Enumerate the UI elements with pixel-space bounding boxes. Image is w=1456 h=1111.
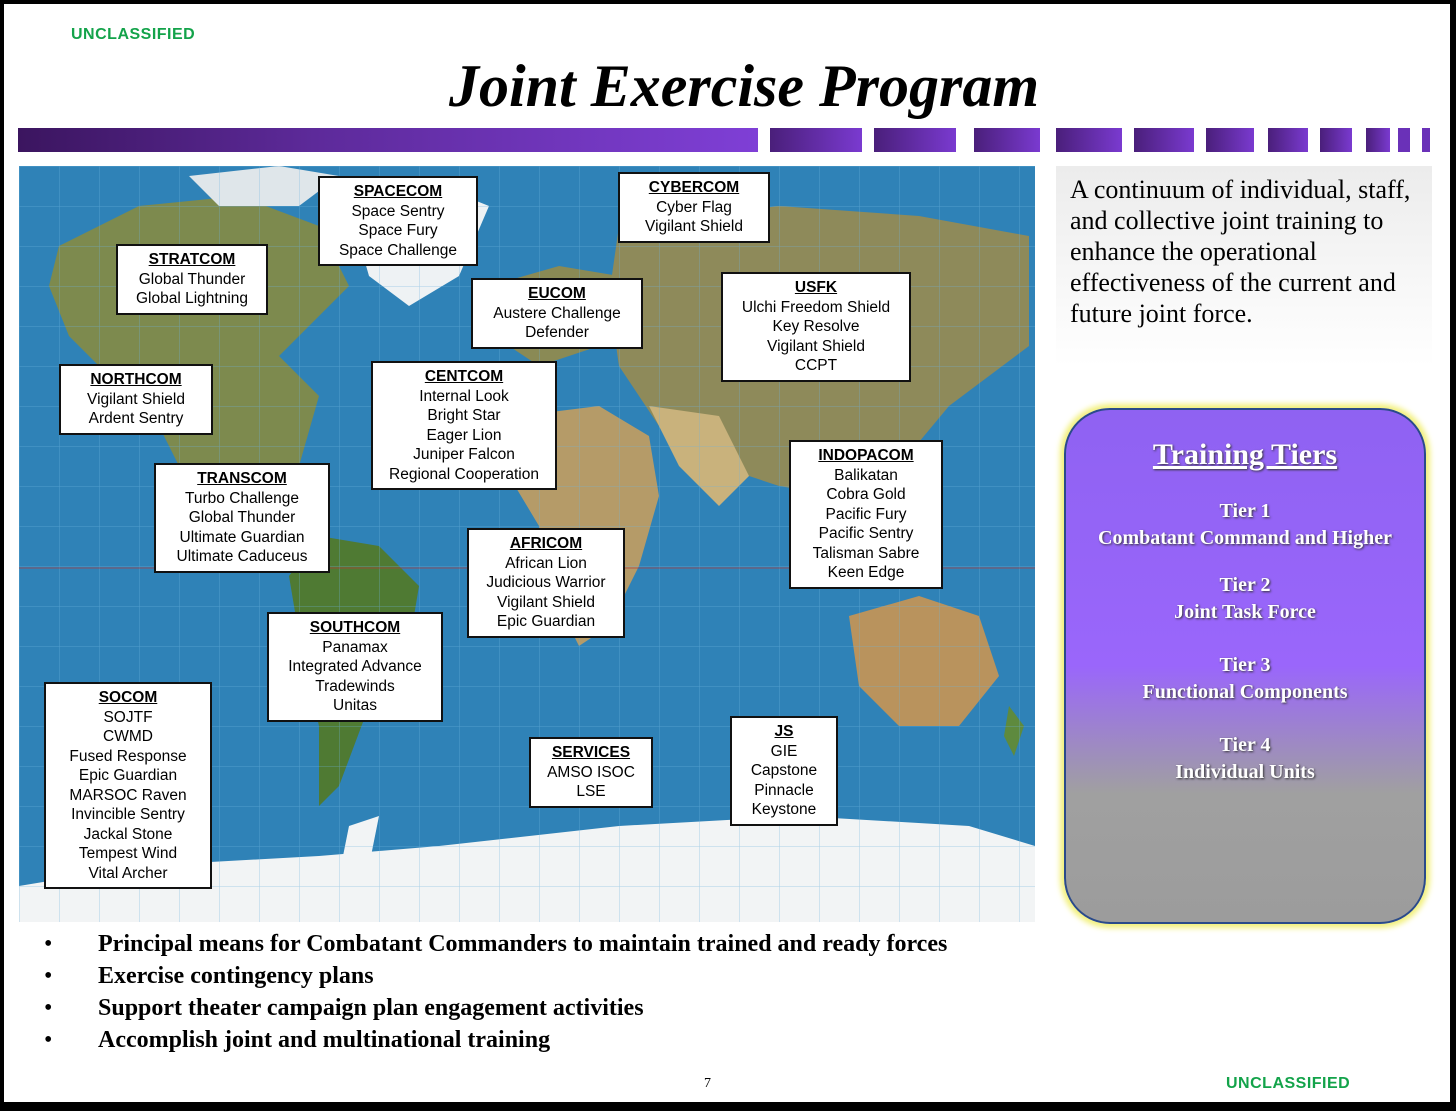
exercise-item: Capstone <box>750 762 818 779</box>
command-box-centcom <box>371 361 557 490</box>
exercise-item: CWMD <box>103 728 153 745</box>
command-name: NORTHCOM <box>90 371 182 388</box>
bullet-dot-icon: • <box>44 931 53 957</box>
command-box-eucom <box>471 278 643 349</box>
command-name: STRATCOM <box>148 251 236 268</box>
exercise-item: Internal Look <box>419 387 509 405</box>
classification-top: UNCLASSIFIED <box>71 26 196 43</box>
tier-description: Joint Task Force <box>1174 601 1316 623</box>
exercise-item: Talisman Sabre <box>812 544 920 562</box>
command-name: USFK <box>794 279 838 296</box>
tier-2 <box>1066 572 1424 626</box>
exercise-item: Cyber Flag <box>656 198 732 216</box>
command-name: SOUTHCOM <box>309 619 401 636</box>
exercise-item: Austere Challenge <box>493 304 621 322</box>
exercise-item: GIE <box>770 742 798 760</box>
tier-label: Tier 4 <box>1219 734 1271 756</box>
exercise-item: Space Sentry <box>351 202 445 220</box>
exercise-item: Cobra Gold <box>826 486 906 503</box>
exercise-item: Fused Response <box>69 747 187 765</box>
exercise-item: Vigilant Shield <box>87 390 185 408</box>
exercise-item: Regional Cooperation <box>389 465 539 483</box>
exercise-item: Space Fury <box>358 222 438 239</box>
exercise-item: Ulchi Freedom Shield <box>741 298 891 316</box>
world-map <box>19 166 1035 922</box>
command-name: SOCOM <box>98 689 158 706</box>
bullet-dot-icon: • <box>44 1027 53 1053</box>
command-box-cybercom <box>618 172 770 243</box>
tier-label: Tier 3 <box>1219 654 1271 676</box>
bullet-item <box>44 1024 1044 1056</box>
exercise-item: Ultimate Caduceus <box>176 548 308 565</box>
tier-3 <box>1066 652 1424 706</box>
title-divider-bar <box>18 128 1438 152</box>
bullet-text: Principal means for Combatant Commanders to maintain trained and ready forces <box>98 931 948 957</box>
exercise-item: Juniper Falcon <box>413 446 515 463</box>
exercise-item: Vigilant Shield <box>497 593 595 611</box>
training-tiers-heading: Training Tiers <box>1152 438 1338 471</box>
exercise-item: Global Lightning <box>135 290 249 307</box>
exercise-item: Unitas <box>333 697 377 714</box>
training-tiers-panel <box>1064 408 1426 924</box>
tier-label: Tier 2 <box>1219 574 1271 596</box>
bullet-item <box>44 992 1044 1024</box>
exercise-item: Space Challenge <box>338 241 458 259</box>
command-box-stratcom <box>116 244 268 315</box>
bullet-dot-icon: • <box>44 963 53 989</box>
command-box-usfk <box>721 272 911 382</box>
exercise-item: Vital Archer <box>88 864 168 882</box>
command-box-js <box>730 716 838 826</box>
slide <box>4 4 1450 1102</box>
exercise-item: Pinnacle <box>754 781 814 799</box>
page-title: Joint Exercise Program <box>448 53 1039 119</box>
command-name: CENTCOM <box>424 368 504 385</box>
command-box-indopacom <box>789 440 943 589</box>
exercise-item: Tempest Wind <box>78 845 178 862</box>
exercise-item: Turbo Challenge <box>184 489 300 507</box>
tier-description: Functional Components <box>1142 681 1348 703</box>
exercise-item: Invincible Sentry <box>71 806 185 823</box>
bullet-list <box>44 928 1044 1056</box>
exercise-item: Ultimate Guardian <box>179 528 305 546</box>
exercise-item: MARSOC Raven <box>69 786 187 804</box>
bullet-text: Support theater campaign plan engagement activities <box>98 995 644 1021</box>
exercise-item: Vigilant Shield <box>767 337 865 355</box>
command-box-transcom <box>154 463 330 573</box>
exercise-item: SOJTF <box>103 708 153 726</box>
exercise-item: Epic Guardian <box>496 613 596 630</box>
exercise-item: Tradewinds <box>315 677 395 695</box>
command-name: CYBERCOM <box>648 179 740 196</box>
exercise-item: Pacific Fury <box>825 505 907 523</box>
exercise-item: Defender <box>525 324 589 341</box>
page-number: 7 <box>704 1076 711 1091</box>
bullet-item <box>44 928 1044 960</box>
command-name: SERVICES <box>551 744 631 761</box>
exercise-item: CCPT <box>794 357 838 374</box>
exercise-item: Epic Guardian <box>78 767 178 784</box>
exercise-item: Judicious Warrior <box>486 574 606 591</box>
command-box-services <box>529 737 653 808</box>
command-name: TRANSCOM <box>197 470 287 487</box>
tier-1 <box>1066 498 1424 552</box>
exercise-item: Global Thunder <box>138 270 246 288</box>
command-box-africom <box>467 528 625 638</box>
command-box-socom <box>44 682 212 889</box>
exercise-item: African Lion <box>505 554 587 572</box>
exercise-item: Vigilant Shield <box>645 218 743 235</box>
exercise-item: Ardent Sentry <box>88 410 184 427</box>
command-name: SPACECOM <box>353 183 443 200</box>
exercise-item: Jackal Stone <box>83 825 173 843</box>
exercise-item: Key Resolve <box>772 318 860 335</box>
bullet-text: Exercise contingency plans <box>98 963 374 989</box>
classification-bottom: UNCLASSIFIED <box>1226 1075 1351 1092</box>
exercise-item: Bright Star <box>427 407 501 424</box>
command-box-northcom <box>59 364 213 435</box>
exercise-item: AMSO ISOC <box>547 763 635 781</box>
exercise-item: Pacific Sentry <box>818 525 914 542</box>
tier-label: Tier 1 <box>1219 500 1271 522</box>
tier-4 <box>1066 732 1424 786</box>
program-description: A continuum of individual, staff, and collective joint training to enhance the operational effectiveness of the current and future joint force. <box>1056 166 1432 366</box>
exercise-item: Panamax <box>322 638 388 656</box>
command-name: AFRICOM <box>509 535 583 552</box>
tier-description: Combatant Command and Higher <box>1098 527 1392 549</box>
command-name: EUCOM <box>528 285 586 302</box>
bullet-item <box>44 960 1044 992</box>
exercise-item: Balikatan <box>834 466 898 484</box>
command-box-southcom <box>267 612 443 722</box>
bullet-dot-icon: • <box>44 995 53 1021</box>
exercise-item: Keystone <box>751 801 817 818</box>
command-name: JS <box>774 723 794 740</box>
exercise-item: Integrated Advance <box>288 658 422 675</box>
command-name: INDOPACOM <box>818 447 914 464</box>
exercise-item: Eager Lion <box>426 426 502 444</box>
exercise-item: LSE <box>576 783 606 800</box>
exercise-item: Global Thunder <box>188 509 296 526</box>
command-box-spacecom <box>318 176 478 266</box>
exercise-item: Keen Edge <box>827 564 905 581</box>
tier-description: Individual Units <box>1175 761 1315 783</box>
bullet-text: Accomplish joint and multinational training <box>98 1027 551 1053</box>
